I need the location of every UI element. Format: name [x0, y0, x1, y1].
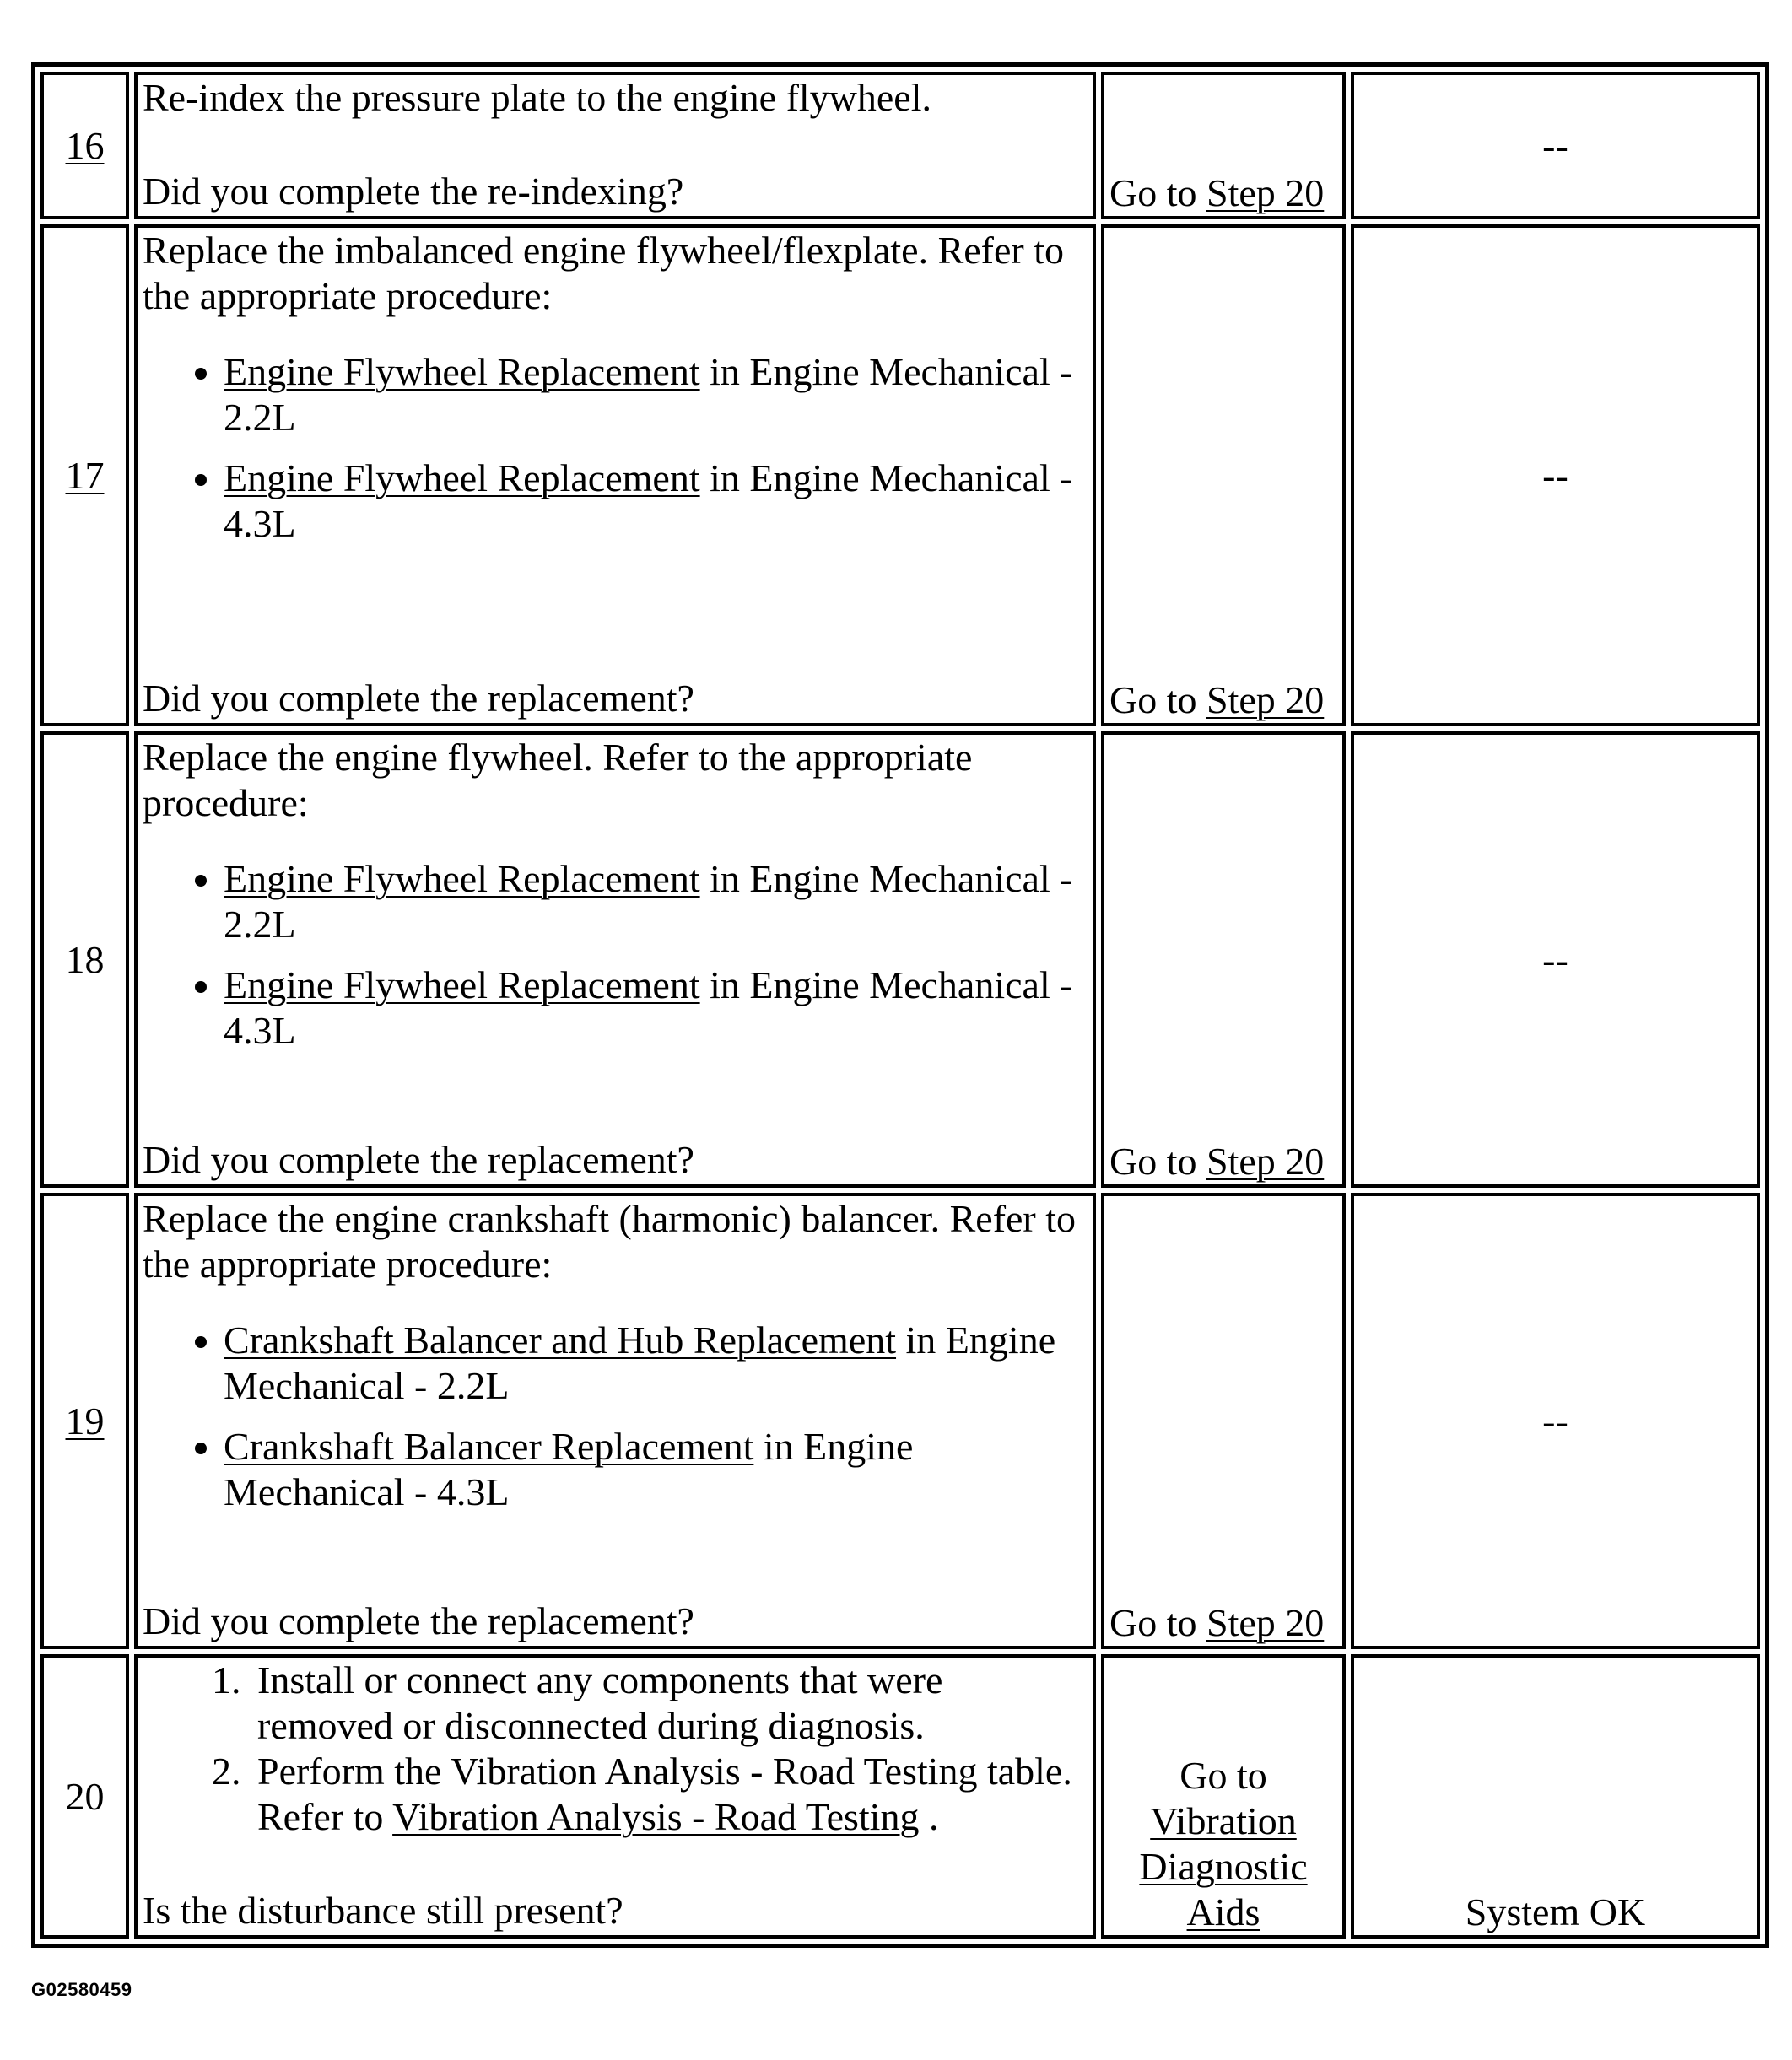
figure-id: G02580459	[31, 1979, 132, 2000]
procedure-list	[143, 856, 1088, 1054]
procedure-link[interactable]: Crankshaft Balancer and Hub Replacement	[224, 1319, 897, 1362]
instruction-suffix: .	[919, 1795, 939, 1838]
procedure-list	[143, 349, 1088, 547]
no-cell: --	[1351, 1193, 1760, 1649]
question-text: Did you complete the replacement?	[143, 1138, 694, 1181]
no-cell: System OK	[1351, 1654, 1760, 1939]
yes-prefix: Go to	[1179, 1754, 1267, 1797]
table-row	[40, 1654, 1760, 1939]
question-text: Did you complete the replacement?	[143, 1599, 694, 1642]
step-number: 18	[65, 937, 105, 981]
action-cell	[134, 1654, 1096, 1939]
yes-link[interactable]: Step 20	[1206, 171, 1325, 214]
action-text: Replace the engine flywheel. Refer to the appropriate procedure:	[143, 736, 973, 824]
list-item	[224, 1318, 1088, 1409]
list-item	[224, 456, 1088, 547]
no-cell: --	[1351, 731, 1760, 1188]
step-number-cell	[40, 1654, 129, 1939]
question-text: Did you complete the replacement?	[143, 677, 694, 720]
yes-prefix: Go to	[1109, 1140, 1206, 1183]
diagnostic-table	[31, 62, 1769, 1948]
step-number-link[interactable]: 16	[65, 123, 105, 167]
yes-link[interactable]: Vibration Diagnostic Aids	[1139, 1799, 1308, 1933]
table-row	[40, 72, 1760, 219]
yes-prefix: Go to	[1109, 678, 1206, 721]
procedure-link[interactable]: Engine Flywheel Replacement	[224, 456, 700, 499]
step-number-cell	[40, 72, 129, 219]
action-text: Re-index the pressure plate to the engine flywheel.	[143, 76, 932, 119]
procedure-suffix: in Engine Mechanical - 2.2L	[224, 350, 1073, 439]
action-text: Replace the engine crankshaft (harmonic) balancer. Refer to the appropriate procedure:	[143, 1197, 1077, 1286]
instruction-text: Perform the Vibration Analysis - Road Testing table. Refer to	[257, 1750, 1072, 1838]
list-item	[224, 1424, 1088, 1515]
yes-cell	[1101, 72, 1346, 219]
action-cell	[134, 72, 1096, 219]
question-text: Did you complete the re-indexing?	[143, 170, 684, 213]
procedure-link[interactable]: Engine Flywheel Replacement	[224, 857, 700, 900]
action-cell	[134, 1193, 1096, 1649]
procedure-suffix: in Engine Mechanical - 4.3L	[224, 1425, 914, 1513]
yes-link[interactable]: Step 20	[1206, 1601, 1325, 1644]
procedure-suffix: in Engine Mechanical - 4.3L	[224, 963, 1073, 1052]
step-number-link[interactable]: 17	[65, 453, 105, 497]
list-item: 1. Install or connect any components that were removed or disconnected during diagnosis.	[251, 1658, 1088, 1749]
table-row	[40, 731, 1760, 1188]
no-cell: --	[1351, 72, 1760, 219]
yes-cell	[1101, 1654, 1346, 1939]
step-number-cell	[40, 224, 129, 726]
yes-link[interactable]: Step 20	[1206, 678, 1325, 721]
road-testing-link[interactable]: Vibration Analysis - Road Testing	[392, 1795, 920, 1838]
yes-cell	[1101, 224, 1346, 726]
yes-cell	[1101, 1193, 1346, 1649]
list-item	[251, 1749, 1088, 1840]
no-cell: --	[1351, 224, 1760, 726]
action-cell	[134, 224, 1096, 726]
step-number-link[interactable]: 19	[65, 1399, 105, 1443]
action-cell	[134, 731, 1096, 1188]
procedure-link[interactable]: Crankshaft Balancer Replacement	[224, 1425, 754, 1468]
question-text: Is the disturbance still present?	[143, 1889, 623, 1932]
step-number-cell	[40, 731, 129, 1188]
action-text: Replace the imbalanced engine flywheel/flexplate. Refer to the appropriate procedure:	[143, 229, 1065, 317]
yes-prefix: Go to	[1109, 171, 1206, 214]
list-item	[224, 856, 1088, 947]
procedure-suffix: in Engine Mechanical - 2.2L	[224, 857, 1073, 946]
procedure-list	[143, 1318, 1088, 1515]
yes-cell	[1101, 731, 1346, 1188]
yes-prefix: Go to	[1109, 1601, 1206, 1644]
list-item	[224, 963, 1088, 1054]
procedure-suffix: in Engine Mechanical - 2.2L	[224, 1319, 1056, 1407]
procedure-suffix: in Engine Mechanical - 4.3L	[224, 456, 1073, 545]
table-row	[40, 1193, 1760, 1649]
procedure-link[interactable]: Engine Flywheel Replacement	[224, 350, 700, 393]
instruction-list	[143, 1658, 1088, 1840]
table-row	[40, 224, 1760, 726]
yes-link[interactable]: Step 20	[1206, 1140, 1325, 1183]
list-item	[224, 349, 1088, 440]
step-number-cell	[40, 1193, 129, 1649]
step-number: 20	[65, 1774, 105, 1818]
procedure-link[interactable]: Engine Flywheel Replacement	[224, 963, 700, 1006]
